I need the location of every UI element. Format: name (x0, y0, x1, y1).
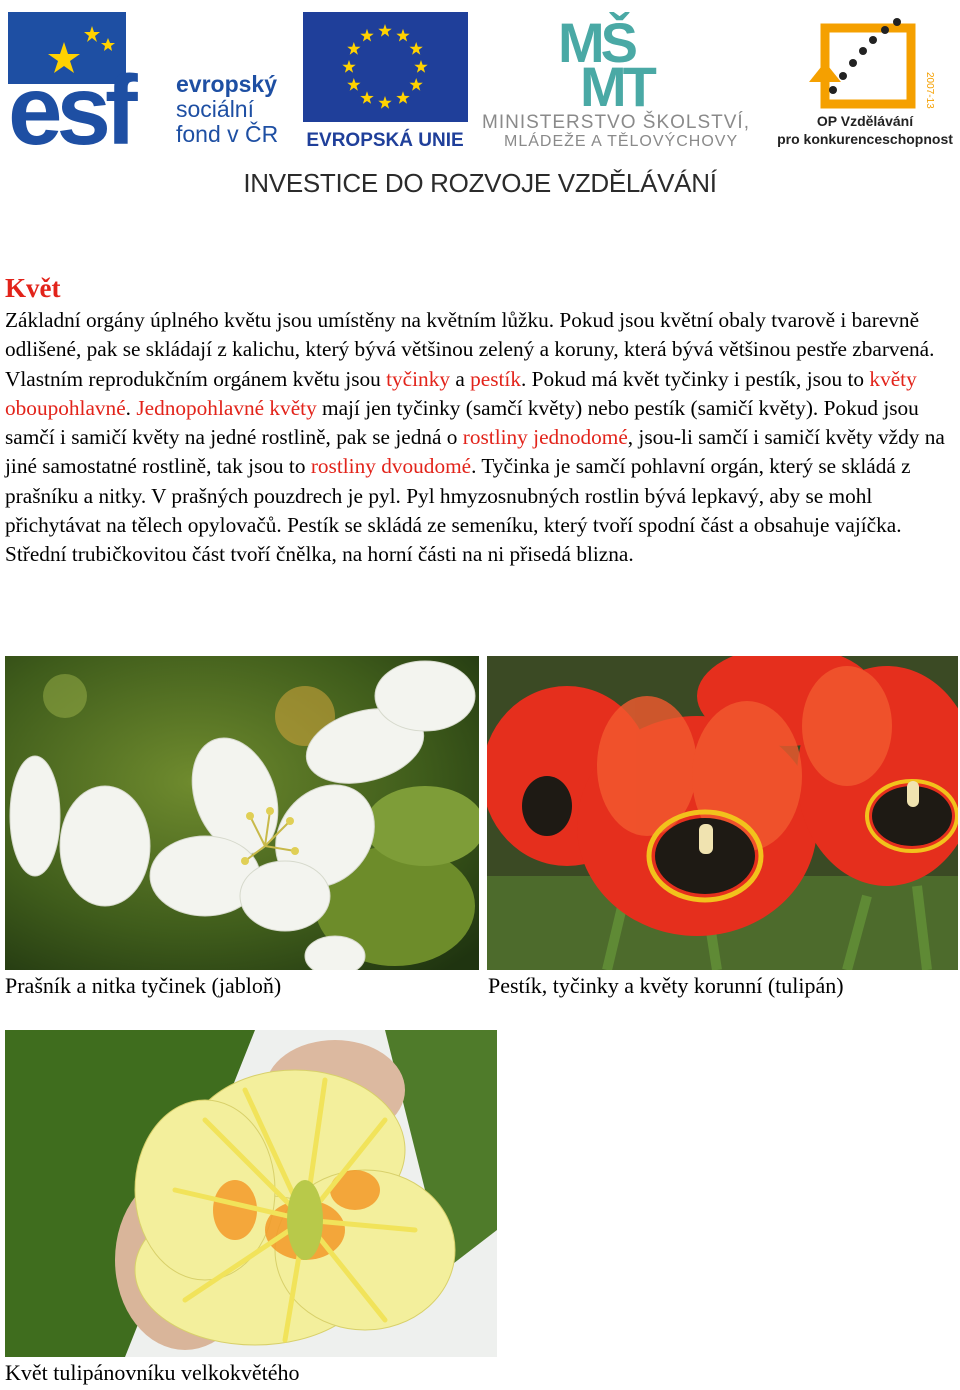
paragraph-text: . (125, 395, 137, 420)
apple-caption: Prašník a nitka tyčinek (jabloň) (5, 973, 282, 998)
paragraph-text: mají jen tyčinky (samčí květy) nebo pestík (samičí květy). Pokud jsou samčí i samičí květy na jedné rostlině, pak se jedná o (5, 395, 919, 450)
tulip-photo (487, 656, 958, 970)
header-slogan: INVESTICE DO ROZVOJE VZDĚLÁVÁNÍ (243, 168, 717, 198)
op-vk-graphic (773, 10, 958, 155)
op-years: 2007-13 (924, 72, 935, 109)
liriodendron-photo (5, 1030, 497, 1357)
msmt-line2: MLÁDEŽE A TĚLOVÝCHOVY (504, 133, 739, 150)
msmt-logo-graphic (480, 10, 770, 155)
paragraph-text: . Pokud má květ tyčinky i pestík, jsou to (520, 366, 870, 391)
svg-text:esf: esf (8, 55, 132, 150)
op-line2: pro konkurenceschopnost (777, 131, 953, 147)
apple-blossom-image (5, 656, 479, 970)
paragraph-text: , jsou-li samčí i samičí květy vždy na jiné samostatné rostlině, tak jsou to (5, 425, 945, 479)
liriodendron-image (5, 1030, 497, 1357)
op-vk-logo (773, 10, 958, 155)
highlighted-term: pestík (470, 366, 521, 391)
esf-line2: sociální (176, 96, 254, 122)
paragraph-text: a (450, 366, 471, 391)
apple-blossom-photo (5, 656, 479, 970)
highlighted-term: tyčinky (386, 366, 450, 391)
highlighted-term: rostliny jednodomé (462, 425, 628, 450)
msmt-line1: MINISTERSTVO ŠKOLSTVÍ, (482, 112, 750, 133)
liriodendron-caption: Květ tulipánovníku velkokvětého (5, 1360, 300, 1385)
highlighted-term: Jednopohlavné květy (136, 395, 317, 420)
article-paragraph (5, 306, 960, 570)
paragraph-text: . Tyčinka je samčí pohlavní orgán, který se skládá z prašníku a nitky. V prašných pouzdrech je pyl. Pyl hmyzosnubných rostlin bývá lepkavý, aby se mohl přichytávat na tělech opylovačů. Pestík se skládá ze semeníku, který tvoří spodní část a obsahuje vajíčka. Střední trubičkovitou část tvoří čnělka, na horní části na ni přisedá blizna. (5, 454, 911, 567)
svg-text:MŠ: MŠ (558, 11, 634, 74)
eu-flag-graphic (303, 12, 468, 152)
eu-flag-logo (303, 12, 468, 152)
eu-label: EVROPSKÁ UNIE (306, 130, 464, 151)
highlighted-term: rostliny dvoudomé (310, 454, 472, 479)
esf-line3: fond v ČR (176, 121, 279, 147)
article (5, 270, 960, 570)
op-line1: OP Vzdělávání (816, 113, 914, 129)
article-title: Květ (5, 273, 61, 303)
header-logos (0, 0, 960, 215)
msmt-logo (480, 10, 770, 155)
tulip-caption: Pestík, tyčinky a květy korunní (tulipán) (488, 973, 844, 998)
paragraph-text: Základní orgány úplného květu jsou umístěny na květním lůžku. Pokud jsou květní obaly tvarově i barevně odlišené, pak se skládají z kalichu, který bývá většinou zelený a koruny, která bývá většinou pestře zbarvená. Vlastním reprodukčním orgánem květu jsou (5, 308, 935, 391)
tulip-image (487, 656, 958, 970)
svg-text:MT: MT (580, 55, 653, 118)
esf-logo (8, 12, 298, 150)
esf-logo-graphic (8, 12, 298, 150)
highlighted-term: květy oboupohlavné (5, 366, 917, 420)
esf-line1: evropský (176, 71, 278, 97)
